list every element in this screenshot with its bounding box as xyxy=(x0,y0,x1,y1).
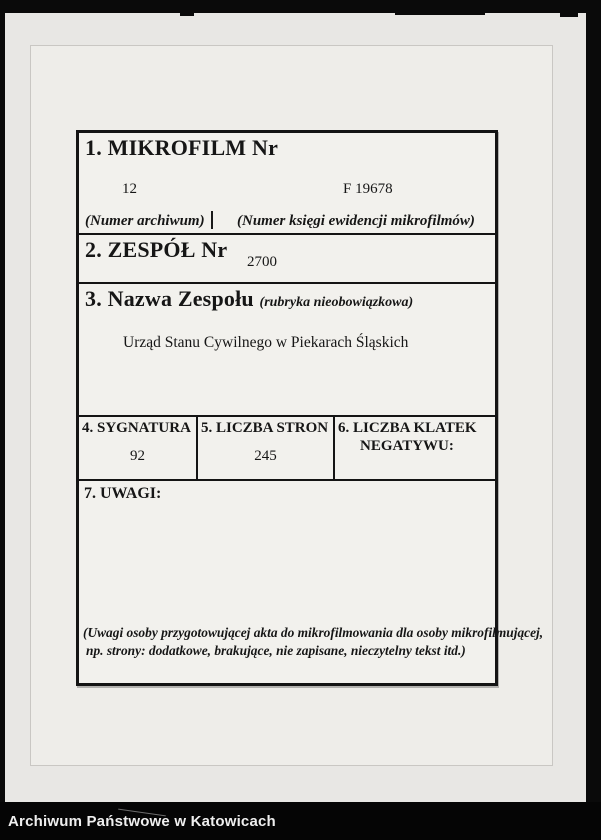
section-mikrofilm-captions xyxy=(79,210,495,232)
section-uwagi xyxy=(79,481,544,683)
scan-edge-artifact xyxy=(395,13,485,15)
liczba-klatek-title-line1: 6. LICZBA KLATEK xyxy=(338,420,477,436)
section-zespol-title: 2. ZESPÓŁ Nr xyxy=(85,237,228,262)
section-row-4-5-6 xyxy=(79,417,495,481)
section-mikrofilm-title: 1. MIKROFILM Nr xyxy=(85,135,279,160)
section-sygnatura xyxy=(79,417,198,479)
section-liczba-stron xyxy=(198,417,335,479)
microfilm-form xyxy=(76,130,544,686)
scanned-page xyxy=(5,13,586,802)
section-liczba-klatek xyxy=(335,417,495,479)
caption-archive-number: (Numer archiwum) xyxy=(85,213,205,229)
liczba-stron-title: 5. LICZBA STRON xyxy=(201,420,329,436)
sygnatura-value: 92 xyxy=(130,448,145,464)
section-mikrofilm xyxy=(79,133,495,235)
section-nazwa-zespolu xyxy=(79,284,495,417)
footer-bar xyxy=(0,802,601,840)
form-footnote xyxy=(83,624,544,659)
liczba-klatek-title-line2: NEGATYWU: xyxy=(360,438,454,454)
footnote-line-1: (Uwagi osoby przygotowującej akta do mikrofilmowania dla osoby mikrofilmującej, xyxy=(83,625,544,640)
archive-name-label: Archiwum Państwowe w Katowicach xyxy=(8,813,276,830)
footnote-line-2: np. strony: dodatkowe, brakujące, nie zapisane, nieczytelny tekst itd.) xyxy=(86,642,466,658)
uwagi-title: 7. UWAGI: xyxy=(84,485,162,502)
caption-register-number: (Numer księgi ewidencji mikrofilmów) xyxy=(237,213,475,229)
caption-divider xyxy=(211,211,213,229)
register-number-value: F 19678 xyxy=(343,181,393,197)
section-nazwa-title xyxy=(79,284,495,315)
section-nazwa-subtitle: (rubryka nieobowiązkowa) xyxy=(259,295,414,310)
liczba-stron-value: 245 xyxy=(254,448,277,464)
liczba-klatek-title xyxy=(338,419,492,455)
archive-number-value: 12 xyxy=(122,181,137,197)
sygnatura-title: 4. SYGNATURA xyxy=(82,420,191,436)
section-zespol xyxy=(79,235,495,284)
scan-edge-artifact xyxy=(180,13,194,16)
section-nazwa-title-text: 3. Nazwa Zespołu xyxy=(85,286,254,311)
zespol-number-value: 2700 xyxy=(247,254,277,270)
nazwa-zespolu-value: Urząd Stanu Cywilnego w Piekarach Śląskich xyxy=(123,334,409,351)
scan-edge-artifact xyxy=(560,13,578,17)
